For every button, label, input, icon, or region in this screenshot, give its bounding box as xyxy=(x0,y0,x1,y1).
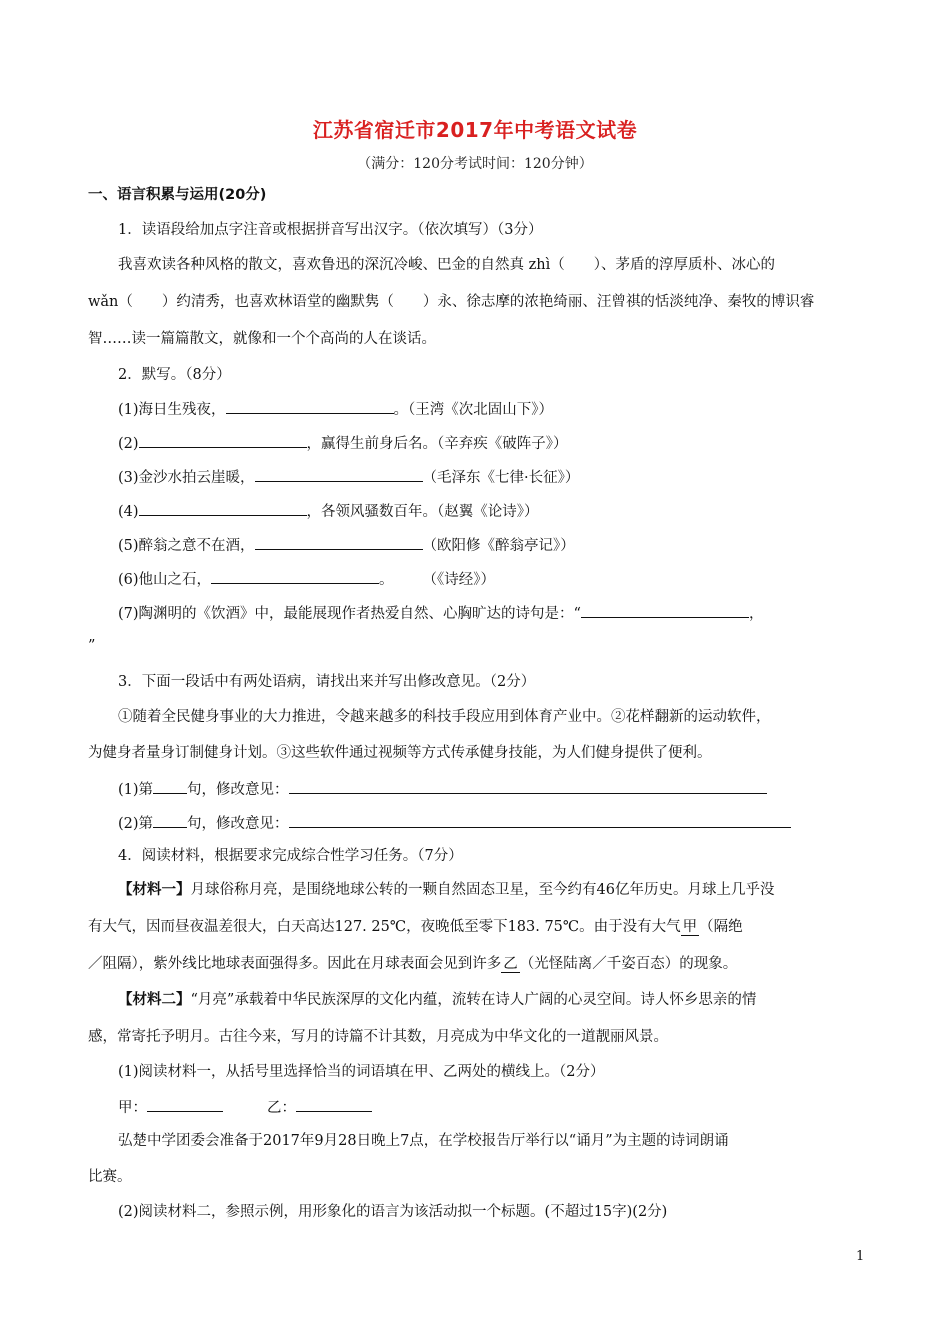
answer-blank[interactable] xyxy=(139,500,307,516)
material-tag: 【材料一】 xyxy=(118,882,191,898)
revision-blank[interactable] xyxy=(289,812,791,828)
answer-blank[interactable] xyxy=(139,432,307,448)
q2-prompt: 2．默写。（8分） xyxy=(118,367,231,383)
event-description-line: 弘楚中学团委会准备于2017年9月28日晚上7点，在学校报告厅举行以“诵月”为主题的诗词朗诵 xyxy=(118,1133,729,1149)
q2-item-after: ，赢得生前身后名。（辛弃疾《破阵子》） xyxy=(306,436,568,452)
q2-item-after: 。 （《诗经》） xyxy=(379,572,496,588)
q2-item-before: (5)醉翁之意不在酒， xyxy=(118,538,255,554)
material-text: “月亮”承载着中华民族深厚的文化内蕴，流转在诗人广阔的心灵空间。诗人怀乡思亲的情 xyxy=(190,992,757,1008)
q3-prompt: 3．下面一段话中有两处语病，请找出来并写出修改意见。（2分） xyxy=(118,674,536,690)
q2-item-after: （毛泽东《七律·长征》） xyxy=(422,470,580,486)
q3-answer-label: (2)第 xyxy=(118,816,154,832)
q2-item-before: (6)他山之石， xyxy=(118,572,212,588)
q2-item-before: (7)陶渊明的《饮酒》中，最能展现作者热爱自然、心胸旷达的诗句是：“ xyxy=(118,606,581,622)
q3-answer-1 xyxy=(118,778,908,800)
sentence-number-blank[interactable] xyxy=(153,778,187,794)
material-1-line xyxy=(118,880,908,900)
q3-answer-label: (1)第 xyxy=(118,782,154,798)
q1-paragraph-line: wǎn（ ）约清秀，也喜欢林语堂的幽默隽（ ）永、徐志摩的浓艳绮丽、汪曾祺的恬淡纯净、秦牧的博识睿 xyxy=(88,294,815,310)
q1-paragraph-line: 智……读一篇篇散文，就像和一个个高尚的人在谈话。 xyxy=(88,331,436,347)
page-number: 1 xyxy=(856,1249,865,1264)
material-2-line xyxy=(118,990,908,1010)
q4-prompt: 4．阅读材料，根据要求完成综合性学习任务。（7分） xyxy=(118,848,463,864)
q3-paragraph-line: ①随着全民健身事业的大力推进，令越来越多的科技手段应用到体育产业中。②花样翻新的运动软件， xyxy=(118,709,771,725)
revision-blank[interactable] xyxy=(289,778,767,794)
material-text: （光怪陆离／千姿百态）的现象。 xyxy=(519,956,738,972)
q2-item-tail: ” xyxy=(88,638,96,654)
answer-label: 乙： xyxy=(267,1100,296,1116)
q2-item xyxy=(118,500,908,522)
exam-subtitle: （满分：120分考试时间：120分钟） xyxy=(357,156,593,172)
answer-blank[interactable] xyxy=(211,568,379,584)
blank-yi[interactable]: 乙 xyxy=(503,956,518,972)
q2-item xyxy=(118,534,908,556)
material-text: 有大气，因而昼夜温差很大，白天高达127. 25℃，夜晚低至零下183. 75℃。由于没有大气 xyxy=(88,919,681,935)
event-description-line: 比赛。 xyxy=(88,1169,132,1185)
q2-item-before: (3)金沙水拍云崖暖， xyxy=(118,470,255,486)
q3-paragraph-line: 为健身者量身订制健身计划。③这些软件通过视频等方式传承健身技能，为人们健身提供了便利。 xyxy=(88,745,712,761)
material-text: ／阻隔），紫外线比地球表面强得多。因此在月球表面会见到许多 xyxy=(88,956,502,972)
q2-item-before: (1)海日生残夜， xyxy=(118,402,226,418)
section-heading: 一、语言积累与运用(20分) xyxy=(88,187,267,203)
answer-blank-yi[interactable] xyxy=(296,1096,372,1112)
q2-item-after: ，各领风骚数百年。（赵翼《论诗》） xyxy=(306,504,539,520)
material-text: 月球俗称月亮，是围绕地球公转的一颗自然固态卫星，至今约有46亿年历史。月球上几乎没 xyxy=(190,882,775,898)
material-2-line: 感，常寄托予明月。古往今来，写月的诗篇不计其数，月亮成为中华文化的一道靓丽风景。 xyxy=(88,1029,668,1045)
q4-sub1-prompt: (1)阅读材料一，从括号里选择恰当的词语填在甲、乙两处的横线上。（2分） xyxy=(118,1064,605,1080)
q3-answer-label: 句，修改意见： xyxy=(187,782,289,798)
q2-item-before: (2) xyxy=(118,436,139,452)
q2-item xyxy=(118,568,908,590)
material-1-line xyxy=(88,917,878,937)
answer-blank[interactable] xyxy=(255,466,423,482)
q1-prompt: 1．读语段给加点字注音或根据拼音写出汉字。（依次填写）（3分） xyxy=(118,222,543,238)
q2-item xyxy=(118,466,908,488)
q2-item xyxy=(118,432,908,454)
q4-sub2-prompt: (2)阅读材料二，参照示例，用形象化的语言为该活动拟一个标题。(不超过15字)(2分) xyxy=(118,1204,668,1220)
q1-paragraph-line: 我喜欢读各种风格的散文，喜欢鲁迅的深沉冷峻、巴金的自然真 zhì（ ）、茅盾的淳厚质朴、冰心的 xyxy=(118,257,775,273)
answer-blank[interactable] xyxy=(226,398,394,414)
q2-item-before: (4) xyxy=(118,504,139,520)
blank-jia[interactable]: 甲 xyxy=(682,919,698,935)
q3-answer-2 xyxy=(118,812,908,834)
answer-blank[interactable] xyxy=(581,602,749,618)
answer-label: 甲： xyxy=(118,1100,147,1116)
q2-item xyxy=(118,398,908,420)
material-text: （隔绝 xyxy=(699,919,743,935)
exam-title: 江苏省宿迁市2017年中考语文试卷 xyxy=(312,118,638,142)
q2-item-after: 。（王湾《次北固山下》） xyxy=(393,402,554,418)
sentence-number-blank[interactable] xyxy=(153,812,187,828)
q2-item-after: ， xyxy=(748,606,764,622)
q3-answer-label: 句，修改意见： xyxy=(187,816,289,832)
q2-item xyxy=(118,602,908,624)
q4-sub1-answers xyxy=(118,1096,908,1118)
material-1-line xyxy=(88,954,878,974)
answer-blank[interactable] xyxy=(255,534,423,550)
answer-blank-jia[interactable] xyxy=(147,1096,223,1112)
material-tag: 【材料二】 xyxy=(118,992,191,1008)
q2-item-after: （欧阳修《醉翁亭记》） xyxy=(422,538,575,554)
